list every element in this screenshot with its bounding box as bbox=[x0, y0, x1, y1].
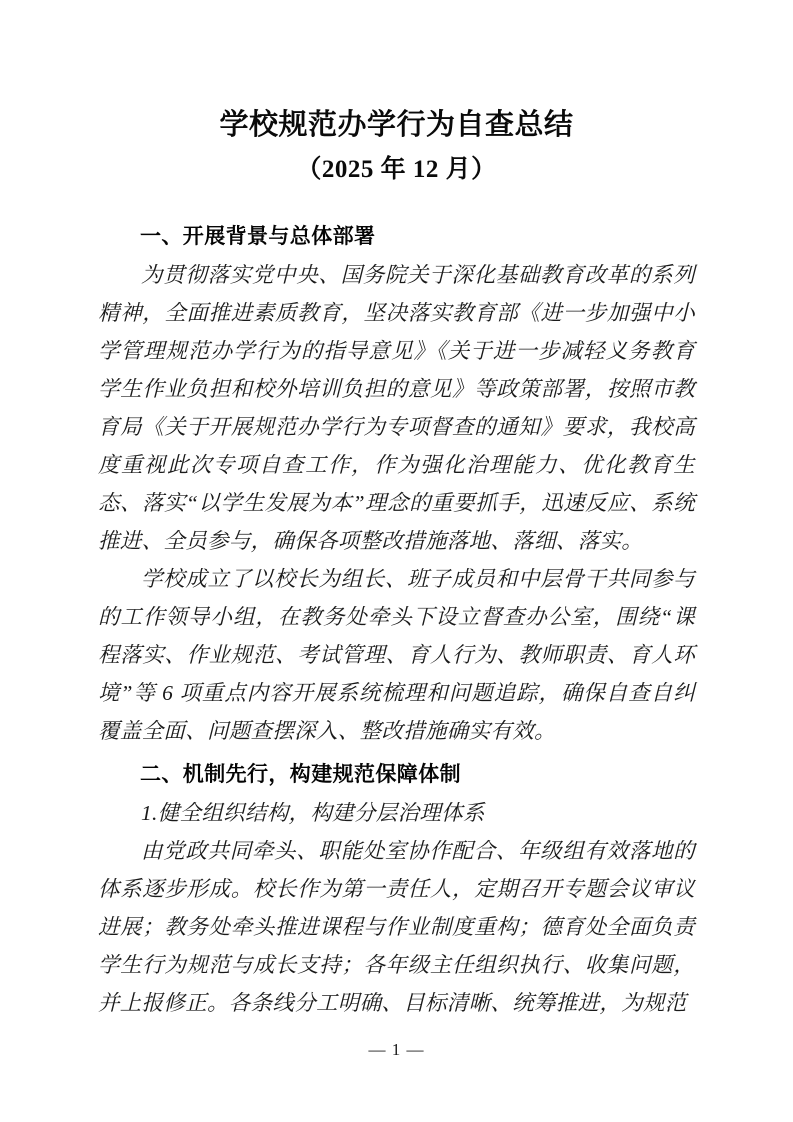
document-body bbox=[98, 0, 695, 1022]
section-2-sub-heading-1: 1.健全组织结构，构建分层治理体系 bbox=[141, 801, 485, 825]
page-subtitle-date: （2025 年 12 月） bbox=[296, 156, 497, 183]
page-title: 学校规范办学行为自查总结 bbox=[219, 109, 574, 141]
section-heading-2: 二、机制先行，构建规范保障体制 bbox=[140, 763, 461, 786]
page-number-footer: — 1 — bbox=[368, 1040, 425, 1059]
section-1-paragraph-2: 学校成立了以校长为组长、班子成员和中层骨干共同参与的工作领导小组，在教务处牵头下设立督查办公室，围绕“课程落实、作业规范、考试管理、育人行为、教师职责、育人环境”等 6 项重点内容开展系统梳理和问题追踪，确保自查自纠覆盖全面、问题查摆深入、整改措施确实有效。 bbox=[98, 567, 695, 743]
section-1-paragraph-1: 为贯彻落实党中央、国务院关于深化基础教育改革的系列精神，全面推进素质教育，坚决落实教育部《进一步加强中小学管理规范办学行为的指导意见》《关于进一步减轻义务教育学生作业负担和校外培训负担的意见》等政策部署，按照市教育局《关于开展规范办学行为专项督查的通知》要求，我校高度重视此次专项自查工作，作为强化治理能力、优化教育生态、落实“以学生发展为本”理念的重要抓手，迅速反应、系统推进、全员参与，确保各项整改措施落地、落细、落实。 bbox=[98, 263, 695, 553]
section-heading-1: 一、开展背景与总体部署 bbox=[140, 225, 376, 248]
section-2-paragraph-1: 由党政共同牵头、职能处室协作配合、年级组有效落地的体系逐步形成。校长作为第一责任人，定期召开专题会议审议进展；教务处牵头推进课程与作业制度重构；德育处全面负责学生行为规范与成长支持；各年级主任组织执行、收集问题，并上报修正。各条线分工明确、目标清晰、统筹推进，为规范 bbox=[98, 839, 695, 1015]
